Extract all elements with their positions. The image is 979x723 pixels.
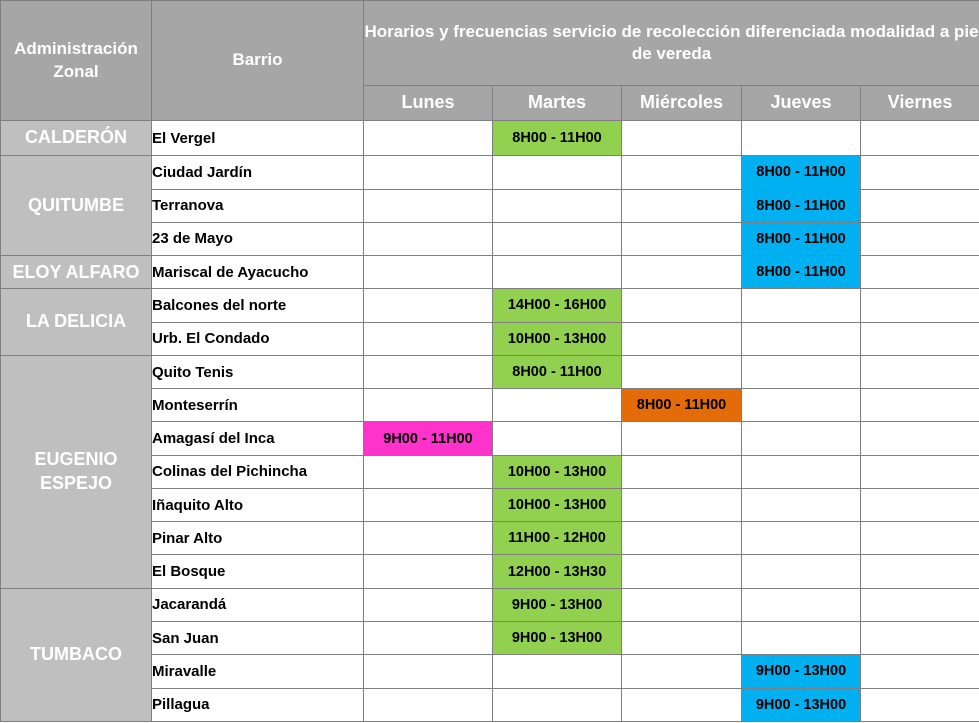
barrio-cell: Monteserrín: [152, 389, 364, 422]
zone-cell: LA DELICIA: [1, 289, 152, 356]
empty-day-cell: [493, 156, 622, 189]
table-row: [1, 156, 979, 189]
empty-day-cell: [742, 622, 861, 655]
table-row: [1, 588, 979, 621]
empty-day-cell: [364, 121, 493, 156]
empty-day-cell: [364, 588, 493, 621]
empty-day-cell: [364, 389, 493, 422]
barrio-cell: San Juan: [152, 622, 364, 655]
empty-day-cell: [364, 156, 493, 189]
zone-cell: QUITUMBE: [1, 156, 152, 256]
schedule-time-cell: 10H00 - 13H00: [493, 322, 622, 355]
empty-day-cell: [742, 422, 861, 455]
empty-day-cell: [622, 355, 742, 388]
zone-cell: ELOY ALFARO: [1, 256, 152, 289]
schedule-time-cell: 8H00 - 11H00: [622, 389, 742, 422]
empty-day-cell: [622, 455, 742, 488]
schedule-time-cell: 9H00 - 11H00: [364, 422, 493, 455]
empty-day-cell: [861, 355, 979, 388]
empty-day-cell: [493, 655, 622, 688]
zone-cell: CALDERÓN: [1, 121, 152, 156]
empty-day-cell: [861, 389, 979, 422]
empty-day-cell: [861, 488, 979, 521]
empty-day-cell: [622, 588, 742, 621]
schedule-time-cell: 11H00 - 12H00: [493, 522, 622, 555]
schedule-time-cell: 8H00 - 11H00: [742, 189, 861, 222]
barrio-cell: Mariscal de Ayacucho: [152, 256, 364, 289]
barrio-cell: Pillagua: [152, 688, 364, 721]
empty-day-cell: [742, 322, 861, 355]
empty-day-cell: [622, 156, 742, 189]
empty-day-cell: [622, 555, 742, 588]
empty-day-cell: [364, 522, 493, 555]
empty-day-cell: [622, 121, 742, 156]
zone-cell: EUGENIO ESPEJO: [1, 355, 152, 588]
empty-day-cell: [742, 522, 861, 555]
barrio-cell: Jacarandá: [152, 588, 364, 621]
barrio-cell: Iñaquito Alto: [152, 488, 364, 521]
empty-day-cell: [861, 655, 979, 688]
empty-day-cell: [861, 422, 979, 455]
table-row: [1, 355, 979, 388]
empty-day-cell: [742, 455, 861, 488]
empty-day-cell: [622, 189, 742, 222]
schedule-time-cell: 9H00 - 13H00: [742, 688, 861, 721]
empty-day-cell: [861, 189, 979, 222]
barrio-cell: El Vergel: [152, 121, 364, 156]
schedule-time-cell: 8H00 - 11H00: [493, 355, 622, 388]
schedule-time-cell: 9H00 - 13H00: [493, 588, 622, 621]
schedule-time-cell: 9H00 - 13H00: [742, 655, 861, 688]
empty-day-cell: [622, 655, 742, 688]
empty-day-cell: [622, 256, 742, 289]
empty-day-cell: [364, 622, 493, 655]
table-row: [1, 256, 979, 289]
day-header-lunes: Lunes: [364, 86, 493, 121]
schedule-time-cell: 8H00 - 11H00: [742, 222, 861, 255]
empty-day-cell: [861, 688, 979, 721]
empty-day-cell: [861, 622, 979, 655]
table-row: [1, 289, 979, 322]
schedule-time-cell: 10H00 - 13H00: [493, 488, 622, 521]
empty-day-cell: [364, 655, 493, 688]
empty-day-cell: [622, 289, 742, 322]
empty-day-cell: [742, 555, 861, 588]
barrio-cell: 23 de Mayo: [152, 222, 364, 255]
table-row: [1, 121, 979, 156]
schedule-time-cell: 8H00 - 11H00: [742, 256, 861, 289]
table-body: [1, 121, 979, 722]
empty-day-cell: [742, 389, 861, 422]
barrio-cell: Urb. El Condado: [152, 322, 364, 355]
empty-day-cell: [364, 189, 493, 222]
empty-day-cell: [622, 222, 742, 255]
empty-day-cell: [364, 222, 493, 255]
empty-day-cell: [364, 256, 493, 289]
day-header-martes: Martes: [493, 86, 622, 121]
schedule-time-cell: 9H00 - 13H00: [493, 622, 622, 655]
empty-day-cell: [742, 355, 861, 388]
empty-day-cell: [364, 289, 493, 322]
empty-day-cell: [364, 322, 493, 355]
schedule-time-cell: 8H00 - 11H00: [742, 156, 861, 189]
empty-day-cell: [742, 289, 861, 322]
empty-day-cell: [493, 222, 622, 255]
barrio-column-header: Barrio: [152, 1, 364, 121]
empty-day-cell: [861, 522, 979, 555]
empty-day-cell: [364, 455, 493, 488]
barrio-cell: Miravalle: [152, 655, 364, 688]
day-header-jueves: Jueves: [742, 86, 861, 121]
table-header: [1, 1, 979, 121]
zone-cell: TUMBACO: [1, 588, 152, 721]
empty-day-cell: [364, 488, 493, 521]
empty-day-cell: [622, 688, 742, 721]
empty-day-cell: [493, 256, 622, 289]
barrio-cell: Pinar Alto: [152, 522, 364, 555]
schedule-time-cell: 14H00 - 16H00: [493, 289, 622, 322]
empty-day-cell: [622, 522, 742, 555]
empty-day-cell: [364, 555, 493, 588]
zone-column-header: Administración Zonal: [1, 1, 152, 121]
empty-day-cell: [861, 156, 979, 189]
empty-day-cell: [364, 355, 493, 388]
empty-day-cell: [861, 289, 979, 322]
empty-day-cell: [861, 222, 979, 255]
schedule-time-cell: 10H00 - 13H00: [493, 455, 622, 488]
empty-day-cell: [742, 121, 861, 156]
empty-day-cell: [742, 488, 861, 521]
schedule-time-cell: 12H00 - 13H30: [493, 555, 622, 588]
empty-day-cell: [622, 322, 742, 355]
empty-day-cell: [493, 189, 622, 222]
barrio-cell: Terranova: [152, 189, 364, 222]
barrio-cell: El Bosque: [152, 555, 364, 588]
day-header-miércoles: Miércoles: [622, 86, 742, 121]
empty-day-cell: [622, 422, 742, 455]
barrio-cell: Colinas del Pichincha: [152, 455, 364, 488]
empty-day-cell: [364, 688, 493, 721]
barrio-cell: Ciudad Jardín: [152, 156, 364, 189]
day-header-viernes: Viernes: [861, 86, 979, 121]
empty-day-cell: [861, 322, 979, 355]
barrio-cell: Balcones del norte: [152, 289, 364, 322]
empty-day-cell: [861, 588, 979, 621]
empty-day-cell: [861, 256, 979, 289]
empty-day-cell: [493, 422, 622, 455]
empty-day-cell: [861, 121, 979, 156]
empty-day-cell: [622, 622, 742, 655]
empty-day-cell: [493, 389, 622, 422]
empty-day-cell: [861, 455, 979, 488]
empty-day-cell: [861, 555, 979, 588]
schedule-time-cell: 8H00 - 11H00: [493, 121, 622, 156]
empty-day-cell: [622, 488, 742, 521]
barrio-cell: Quito Tenis: [152, 355, 364, 388]
barrio-cell: Amagasí del Inca: [152, 422, 364, 455]
empty-day-cell: [742, 588, 861, 621]
empty-day-cell: [493, 688, 622, 721]
table-title: Horarios y frecuencias servicio de recolección diferenciada modalidad a pie de vereda: [364, 1, 979, 86]
